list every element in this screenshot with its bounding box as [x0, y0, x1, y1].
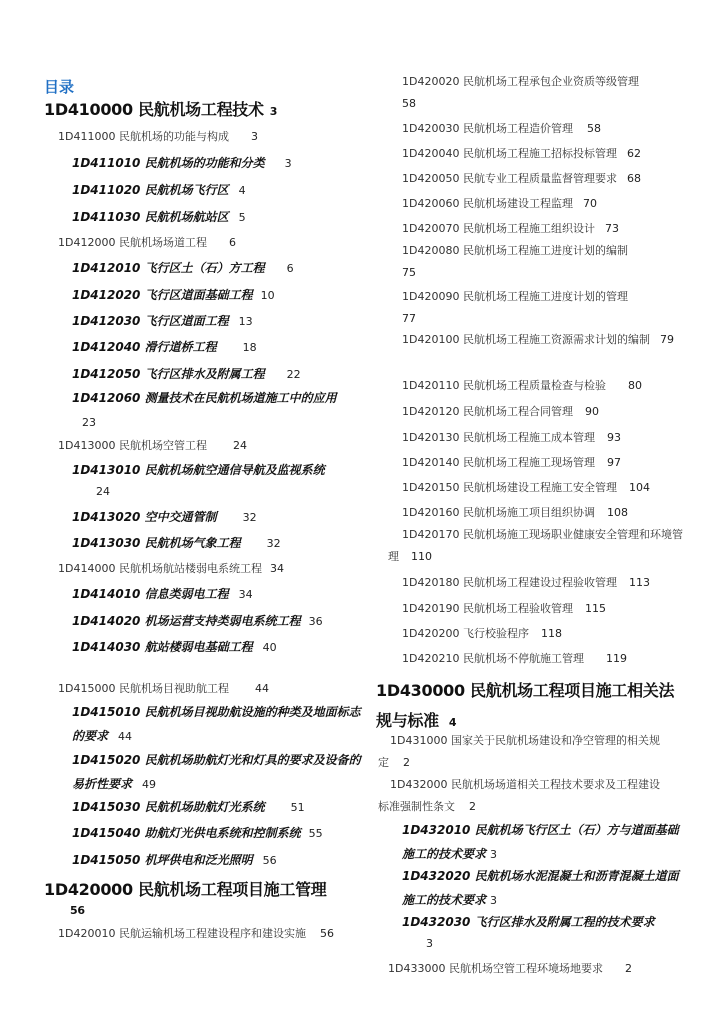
- toc-entry[interactable]: [72, 851, 277, 868]
- toc-page-number: 70: [582, 197, 597, 210]
- toc-entry-title: 1D411020 民航机场飞行区: [72, 183, 229, 197]
- toc-entry-title: 1D420130 民航机场工程施工成本管理: [402, 431, 595, 444]
- toc-page-number: 58: [402, 97, 416, 110]
- toc-page-number: 77: [402, 312, 416, 325]
- toc-entry-title: 1D412060 测量技术在民航机场道施工中的应用: [72, 391, 337, 405]
- toc-entry[interactable]: [402, 504, 628, 520]
- toc-page-number: 93: [606, 431, 621, 444]
- toc-entry[interactable]: [72, 748, 362, 797]
- toc-page-number: 97: [606, 456, 621, 469]
- toc-entry-title: 1D420090 民航机场工程施工进度计划的管理: [402, 290, 628, 303]
- toc-entry-title: 1D412030 飞行区道面工程: [72, 314, 229, 328]
- toc-entry-title: 1D420210 民航机场不停航施工管理: [402, 652, 584, 665]
- toc-page-number: 24: [232, 439, 247, 452]
- toc-page-number: 3: [490, 894, 498, 907]
- toc-page-number: 3: [490, 848, 498, 861]
- toc-page-number: 80: [627, 379, 642, 392]
- toc-entry-title: 1D420140 民航机场工程施工现场管理: [402, 456, 595, 469]
- toc-page-number: 18: [242, 341, 257, 354]
- toc-entry[interactable]: [72, 638, 277, 655]
- toc-entry-title: 1D415000 民航机场目视助航工程: [58, 682, 229, 695]
- toc-entry-title: 1D432020 民航机场水泥混凝土和沥青混凝土道面施工的技术要求: [402, 869, 679, 907]
- toc-page-number: 4: [238, 184, 246, 197]
- toc-page-number: 118: [540, 627, 562, 640]
- toc-entry-title: 1D420160 民航机场施工项目组织协调: [402, 506, 595, 519]
- toc-entry[interactable]: [72, 154, 292, 171]
- toc-entry-title: 1D411010 民航机场的功能和分类: [72, 156, 265, 170]
- toc-page-number: 113: [628, 576, 650, 589]
- toc-page-number: 6: [286, 262, 294, 275]
- toc-entry-title: 1D432030 飞行区排水及附属工程的技术要求: [402, 915, 655, 929]
- toc-entry[interactable]: [402, 910, 682, 954]
- toc-entry-title: 1D414020 机场运营支持类弱电系统工程: [72, 614, 301, 628]
- toc-page-number: 62: [626, 147, 641, 160]
- toc-entry-title: 1D411030 民航机场航站区: [72, 210, 229, 224]
- toc-entry[interactable]: [58, 234, 236, 250]
- toc-entry-title: 1D420030 民航机场工程造价管理: [402, 122, 573, 135]
- toc-entry[interactable]: [72, 824, 323, 841]
- toc-entry-title: 1D420190 民航机场工程验收管理: [402, 602, 573, 615]
- toc-entry-title: 1D414030 航站楼弱电基础工程: [72, 640, 253, 654]
- toc-entry-title: 1D420040 民航机场工程施工招标投标管理: [402, 147, 617, 160]
- toc-entry-title: 1D410000 民航机场工程技术: [44, 100, 264, 119]
- toc-page-number: 75: [402, 266, 416, 279]
- toc-page-number: 104: [628, 481, 650, 494]
- toc-page-number: 3: [269, 105, 278, 118]
- toc-entry[interactable]: [388, 329, 688, 351]
- toc-entry-title: 1D412010 飞行区土（石）方工程: [72, 261, 265, 275]
- toc-page-number: 6: [228, 236, 236, 249]
- toc-entry-title: 1D414010 信息类弱电工程: [72, 587, 229, 601]
- toc-page-number: 32: [242, 511, 257, 524]
- toc-entry-title: 1D412040 滑行道桥工程: [72, 340, 217, 354]
- toc-entry[interactable]: [72, 700, 362, 749]
- toc-title: 目录: [44, 78, 75, 96]
- toc-entry[interactable]: [402, 864, 682, 913]
- toc-entry[interactable]: [402, 403, 599, 419]
- toc-entry[interactable]: [58, 680, 269, 696]
- toc-entry[interactable]: [72, 208, 246, 225]
- toc-page-number: 49: [142, 778, 157, 791]
- toc-entry[interactable]: [402, 170, 641, 186]
- toc-entry[interactable]: [402, 377, 642, 393]
- toc-entry[interactable]: [72, 286, 275, 303]
- toc-entry[interactable]: [72, 585, 253, 602]
- toc-entry-title: 1D420080 民航机场工程施工进度计划的编制: [402, 244, 628, 257]
- toc-page-number: 68: [626, 172, 641, 185]
- toc-page-number: 34: [269, 562, 284, 575]
- toc-page-number: 5: [238, 211, 246, 224]
- toc-entry-title: 1D420060 民航机场建设工程监理: [402, 197, 573, 210]
- toc-entry[interactable]: [378, 774, 668, 818]
- toc-page-number: 108: [606, 506, 628, 519]
- toc-page-number: 51: [290, 801, 305, 814]
- toc-entry-title: 1D411000 民航机场的功能与构成: [58, 130, 229, 143]
- toc-page-number: 4: [448, 716, 457, 729]
- toc-entry-title: 1D420180 民航机场工程建设过程验收管理: [402, 576, 617, 589]
- toc-entry[interactable]: [58, 437, 247, 453]
- toc-page-number: 56: [70, 904, 85, 917]
- toc-entry[interactable]: [58, 128, 258, 144]
- toc-entry[interactable]: [402, 650, 627, 666]
- toc-entry[interactable]: [72, 259, 294, 276]
- toc-entry[interactable]: [402, 145, 641, 161]
- toc-page-number: 2: [403, 756, 410, 769]
- toc-entry[interactable]: [388, 524, 688, 568]
- toc-page-number: 10: [260, 289, 275, 302]
- toc-entry[interactable]: [402, 429, 621, 445]
- toc-entry-title: 1D420020 民航机场工程承包企业资质等级管理: [402, 75, 639, 88]
- toc-page-number: 22: [286, 368, 301, 381]
- toc-page-number: 24: [96, 485, 110, 498]
- toc-entry-title: 1D415040 助航灯光供电系统和控制系统: [72, 826, 301, 840]
- toc-entry[interactable]: [402, 240, 702, 284]
- toc-entry[interactable]: [72, 458, 357, 502]
- toc-entry[interactable]: [378, 730, 668, 774]
- toc-entry[interactable]: [402, 818, 682, 867]
- toc-entry[interactable]: [72, 612, 323, 629]
- toc-page-number: 34: [238, 588, 253, 601]
- toc-entry[interactable]: [46, 923, 346, 945]
- toc-entry-title: 1D415050 机坪供电和泛光照明: [72, 853, 253, 867]
- toc-page-number: 2: [624, 962, 632, 975]
- toc-page-number: 3: [250, 130, 258, 143]
- toc-entry[interactable]: [376, 676, 676, 738]
- toc-page-number: 110: [411, 550, 432, 563]
- toc-entry-title: 1D420200 飞行校验程序: [402, 627, 529, 640]
- toc-entry-title: 1D432010 民航机场飞行区土（石）方与道面基础施工的技术要求: [402, 823, 679, 861]
- toc-page-number: 32: [266, 537, 281, 550]
- toc-page-number: 36: [308, 615, 323, 628]
- toc-entry-title: 1D414000 民航机场航站楼弱电系统工程: [58, 562, 262, 575]
- toc-entry[interactable]: [72, 508, 257, 525]
- toc-entry-title: 1D433000 民航机场空管工程环境场地要求: [388, 962, 603, 975]
- toc-entry[interactable]: [72, 312, 253, 329]
- toc-entry-title: 1D420170 民航机场施工现场职业健康安全管理和环境管理: [388, 528, 683, 563]
- toc-entry[interactable]: [402, 600, 606, 616]
- toc-entry-title: 1D412000 民航机场场道工程: [58, 236, 207, 249]
- toc-entry[interactable]: [44, 97, 277, 120]
- toc-entry[interactable]: [72, 534, 281, 551]
- toc-page-number: 23: [82, 416, 96, 429]
- toc-page-number: 40: [262, 641, 277, 654]
- toc-entry[interactable]: [44, 877, 326, 922]
- toc-page-number: 115: [584, 602, 606, 615]
- toc-entry-title: 1D430000 民航机场工程项目施工相关法规与标准: [376, 681, 675, 730]
- toc-entry-title: 1D420110 民航机场工程质量检查与检验: [402, 379, 606, 392]
- toc-page-number: 44: [254, 682, 269, 695]
- toc-entry[interactable]: [402, 479, 650, 495]
- toc-entry[interactable]: [72, 798, 305, 815]
- toc-page-number: 56: [319, 927, 334, 940]
- toc-entry[interactable]: [72, 338, 257, 355]
- toc-entry-title: 1D420050 民航专业工程质量监督管理要求: [402, 172, 617, 185]
- toc-page-number: 3: [284, 157, 292, 170]
- toc-entry[interactable]: [402, 220, 619, 236]
- toc-entry-title: 1D431000 国家关于民航机场建设和净空管理的相关规定: [378, 734, 660, 769]
- toc-page-number: 56: [262, 854, 277, 867]
- toc-entry[interactable]: [388, 960, 632, 976]
- toc-entry-title: 1D413000 民航机场空管工程: [58, 439, 207, 452]
- toc-entry-title: 1D415030 民航机场助航灯光系统: [72, 800, 265, 814]
- toc-entry-title: 1D420100 民航机场工程施工资源需求计划的编制: [402, 333, 650, 346]
- toc-entry[interactable]: [402, 71, 702, 115]
- toc-entry-title: 1D412050 飞行区排水及附属工程: [72, 367, 265, 381]
- toc-page-number: 13: [238, 315, 253, 328]
- toc-entry-title: 1D420070 民航机场工程施工组织设计: [402, 222, 595, 235]
- toc-entry[interactable]: [402, 195, 597, 211]
- toc-entry-title: 1D413020 空中交通管制: [72, 510, 217, 524]
- toc-entry[interactable]: [72, 181, 246, 198]
- toc-entry[interactable]: [402, 574, 650, 590]
- toc-entry-title: 1D415020 民航机场助航灯光和灯具的要求及设备的易折性要求: [72, 753, 361, 791]
- toc-page-number: 90: [584, 405, 599, 418]
- toc-entry[interactable]: [72, 386, 357, 435]
- toc-entry[interactable]: [402, 625, 562, 641]
- toc-page-number: 44: [118, 730, 133, 743]
- toc-page-number: 2: [469, 800, 476, 813]
- toc-entry-title: 1D432000 民航机场场道相关工程技术要求及工程建设标准强制性条文: [378, 778, 660, 813]
- toc-entry-title: 1D413010 民航机场航空通信导航及监视系统: [72, 463, 325, 477]
- toc-entry-title: 1D413030 民航机场气象工程: [72, 536, 241, 550]
- toc-page-number: 3: [426, 937, 433, 950]
- toc-page-number: 119: [605, 652, 627, 665]
- toc-page-number: 55: [308, 827, 323, 840]
- toc-entry[interactable]: [72, 365, 301, 382]
- toc-page-number: 79: [659, 333, 674, 346]
- toc-entry-title: 1D420000 民航机场工程项目施工管理: [44, 880, 327, 899]
- toc-entry-title: 1D415010 民航机场目视助航设施的种类及地面标志的要求: [72, 705, 361, 743]
- toc-entry-title: 1D420010 民航运输机场工程建设程序和建设实施: [58, 927, 306, 940]
- toc-page-number: 73: [604, 222, 619, 235]
- toc-entry[interactable]: [402, 120, 601, 136]
- toc-entry[interactable]: [58, 560, 284, 576]
- toc-page-number: 58: [586, 122, 601, 135]
- toc-entry-title: 1D420120 民航机场工程合同管理: [402, 405, 573, 418]
- toc-entry[interactable]: [402, 286, 702, 330]
- toc-entry-title: 1D420150 民航机场建设工程施工安全管理: [402, 481, 617, 494]
- toc-entry-title: 1D412020 飞行区道面基础工程: [72, 288, 253, 302]
- toc-entry[interactable]: [402, 454, 621, 470]
